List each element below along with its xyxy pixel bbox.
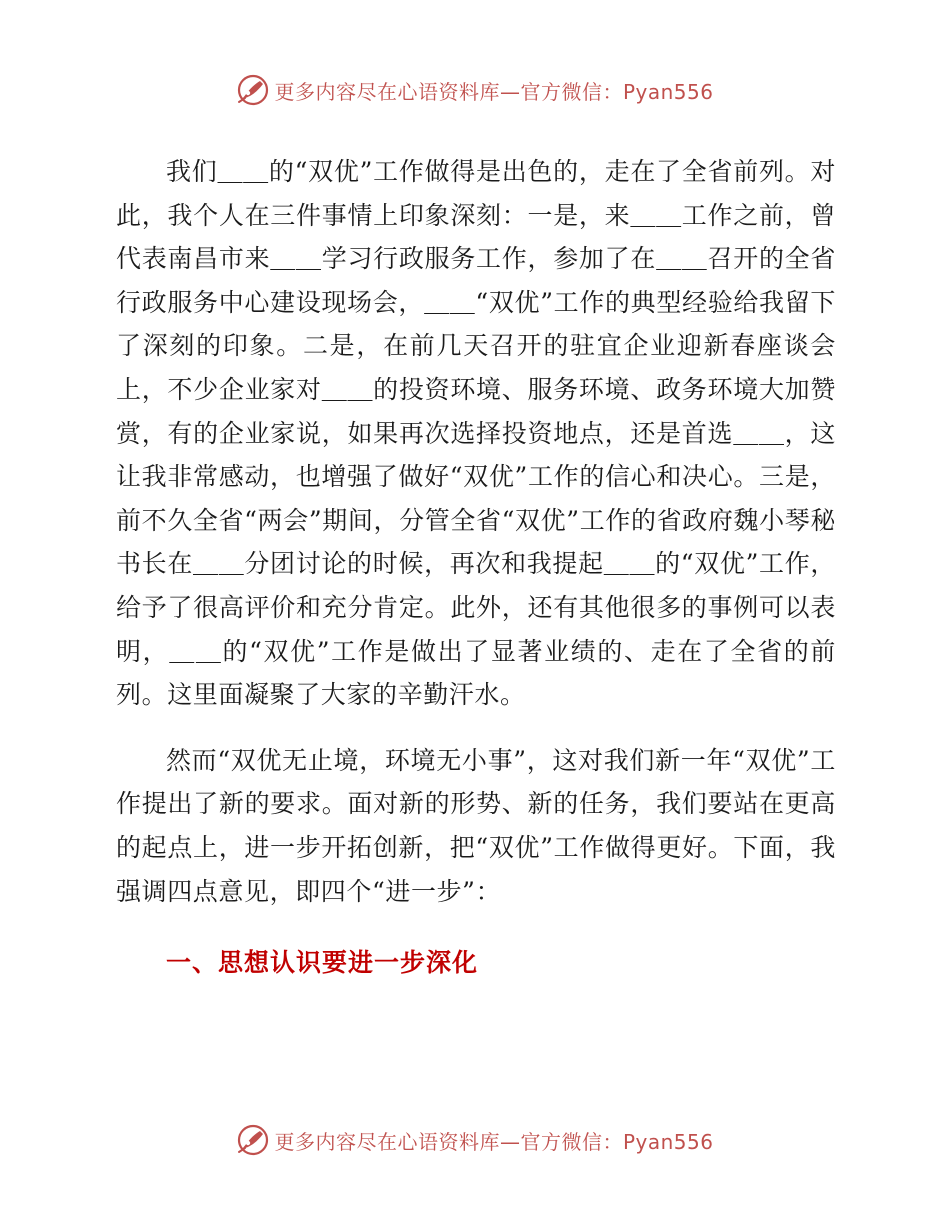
top-watermark-banner — [0, 70, 950, 110]
pen-nib-icon — [236, 1123, 270, 1157]
watermark-text: 更多内容尽在心语资料库—官方微信：Pyan556 — [274, 1129, 714, 1154]
section-heading: 一、思想认识要进一步深化 — [166, 948, 479, 978]
body-paragraph: 我们＿＿的“双优”工作做得是出色的，走在了全省前列。对此，我个人在三件事情上印象深刻：一是，来＿＿工作之前，曾代表南昌市来＿＿学习行政服务工作，参加了在＿＿召开的全省行政服务中心建设现场会，＿＿“双优”工作的典型经验给我留下了深刻的印象。二是，在前几天召开的驻宜企业迎新春座谈会上，不少企业家对＿＿的投资环境、服务环境、政务环境大加赞赏，有的企业家说，如果再次选择投资地点，还是首选＿＿，这让我非常感动，也增强了做好“双优”工作的信心和决心。三是，前不久全省“两会”期间，分管全省“双优”工作的省政府魏小琴秘书长在＿＿分团讨论的时候，再次和我提起＿＿的“双优”工作，给予了很高评价和充分肯定。此外，还有其他很多的事例可以表明，＿＿的“双优”工作是做出了显著业绩的、走在了全省的前列。这里面凝聚了大家的辛勤汗水。 — [116, 157, 836, 710]
watermark-text: 更多内容尽在心语资料库—官方微信：Pyan556 — [274, 79, 714, 104]
document-body — [116, 150, 836, 984]
pen-nib-icon — [236, 73, 270, 107]
body-paragraph: 然而“双优无止境，环境无小事”，这对我们新一年“双优”工作提出了新的要求。面对新的形势、新的任务，我们要站在更高的起点上，进一步开拓创新，把“双优”工作做得更好。下面，我强调四点意见，即四个“进一步”： — [116, 745, 836, 906]
bottom-watermark-banner — [0, 1120, 950, 1160]
